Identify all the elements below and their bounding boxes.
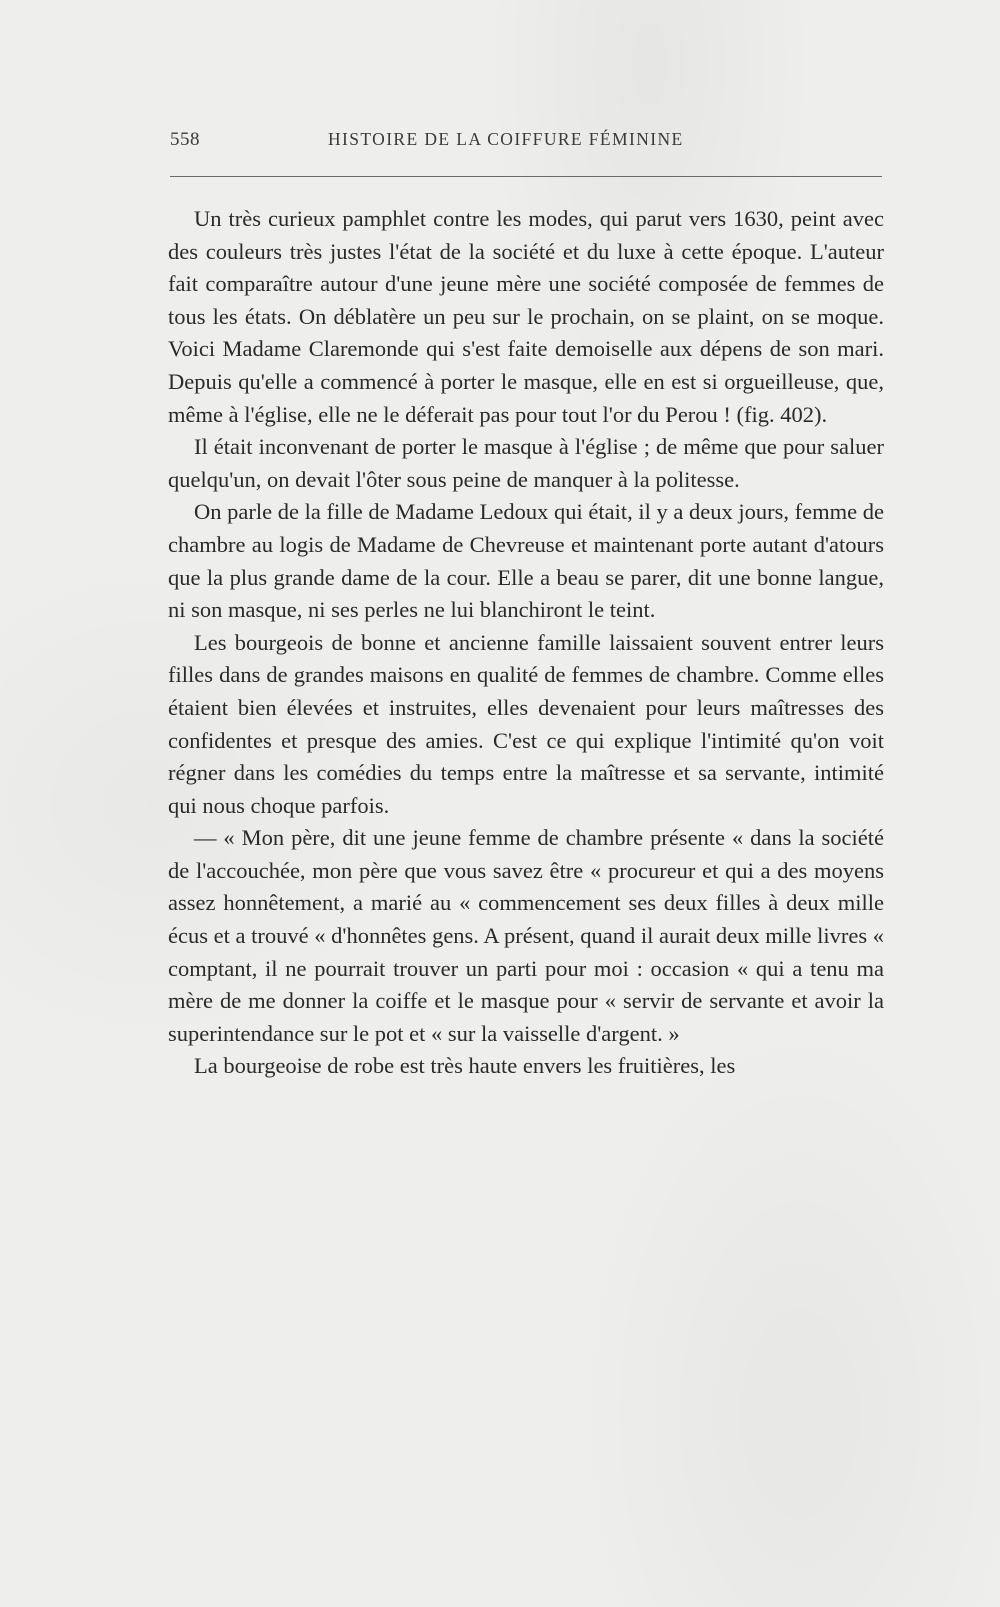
quoted-paragraph: — « Mon père, dit une jeune femme de chambre présente « dans la société de l'accouchée, mon père que vous savez être « procureur et qui a des moyens assez honnêtement, a marié au « commencement ses deux filles à deux mille écus et a trouvé « d'honnêtes gens. A présent, quand il aurait deux mille livres « comptant, il ne pourrait trouver un parti pour moi : occasion « qui a tenu ma mère de me donner la coiffe et le masque pour « servir de servante et avoir la superintendance sur le pot et « sur la vaisselle d'argent. » [168,825,884,1046]
paragraph: On parle de la fille de Madame Ledoux qui était, il y a deux jours, femme de chambre au logis de Madame de Chevreuse et maintenant porte autant d'atours que la plus grande dame de la cour. Elle a beau se parer, dit une bonne langue, ni son masque, ni ses perles ne lui blanchiront le teint. [168,499,884,623]
paragraph: Les bourgeois de bonne et ancienne famille laissaient souvent entrer leurs filles dans de grandes maisons en qualité de femmes de chambre. Comme elles étaient bien élevées et instruites, elles devenaient pour leurs maîtresses des confidentes et presque des amies. C'est ce qui explique l'intimité qu'on voit régner dans les comédies du temps entre la maîtresse et sa servante, intimité qui nous choque parfois. [168,629,884,818]
page-number: 558 [170,129,200,150]
running-title: HISTOIRE DE LA COIFFURE FÉMININE [328,129,684,149]
header-rule [170,176,882,177]
body-text [168,203,884,1083]
paragraph: Un très curieux pamphlet contre les modes, qui parut vers 1630, peint avec des couleurs très justes l'état de la société et du luxe à cette époque. L'auteur fait comparaître autour d'une jeune mère une société composée de femmes de tous les états. On déblatère un peu sur le prochain, on se plaint, on se moque. Voici Madame Claremonde qui s'est faite demoiselle aux dépens de son mari. Depuis qu'elle a commencé à porter le masque, elle en est si orgueilleuse, que, même à l'église, elle ne le déferait pas pour tout l'or du Perou ! (fig. 402). [168,206,884,427]
paragraph: La bourgeoise de robe est très haute envers les fruitières, les [194,1053,736,1079]
paragraph: Il était inconvenant de porter le masque à l'église ; de même que pour saluer quelqu'un, on devait l'ôter sous peine de manquer à la politesse. [168,434,884,492]
running-head [170,129,882,159]
